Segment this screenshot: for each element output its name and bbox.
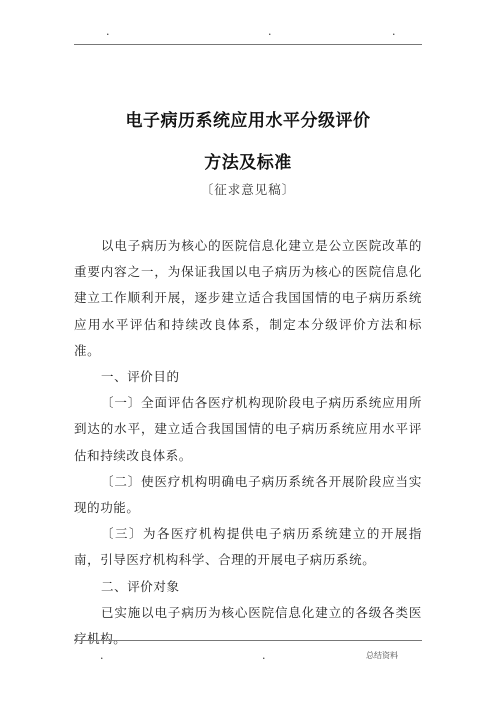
footer-rule [74,640,422,641]
header-dot: . [268,25,272,38]
document-title-line-1: 电子病历系统应用水平分级评价 [125,111,371,131]
list-item: 〔一〕全面评估各医疗机构现阶段电子病历系统应用所到达的水平，建立适合我国国情的电子病历系统应用水平评估和持续改良体系。 [74,395,422,463]
list-item: 〔三〕为各医疗机构提供电子病历系统建立的开展指南，引导医疗机构科学、合理的开展电子病历系统。 [74,526,422,568]
list-item: 〔二〕使医疗机构明确电子病历系统各开展阶段应当实现的功能。 [74,473,422,516]
body-paragraph: 已实施以电子病历为核心医院信息化建立的各级各类医疗机构。 [74,604,422,647]
intro-paragraph: 以电子病历为核心的医院信息化建立是公立医院改革的重要内容之一，为保证我国以电子病历为核心的医院信息化建立工作顺利开展，逐步建立适合我国国情的电子病历系统应用水平评估和持续改良体系，制定本分级评价方法和标准。 [74,238,422,358]
document-body [74,233,422,652]
section-heading: 一、评价目的 [101,369,180,385]
footer-dot: . [262,649,266,662]
header-dot: . [392,25,396,38]
footer-note: 总结资料 [366,651,398,660]
header-rule [74,44,422,45]
header-dot: . [106,25,110,38]
document-subtitle: 〔征求意见稿〕 [200,182,296,197]
section-heading: 二、评价对象 [101,578,180,594]
document-title-line-2: 方法及标准 [204,153,292,173]
footer-dot: . [100,649,104,662]
